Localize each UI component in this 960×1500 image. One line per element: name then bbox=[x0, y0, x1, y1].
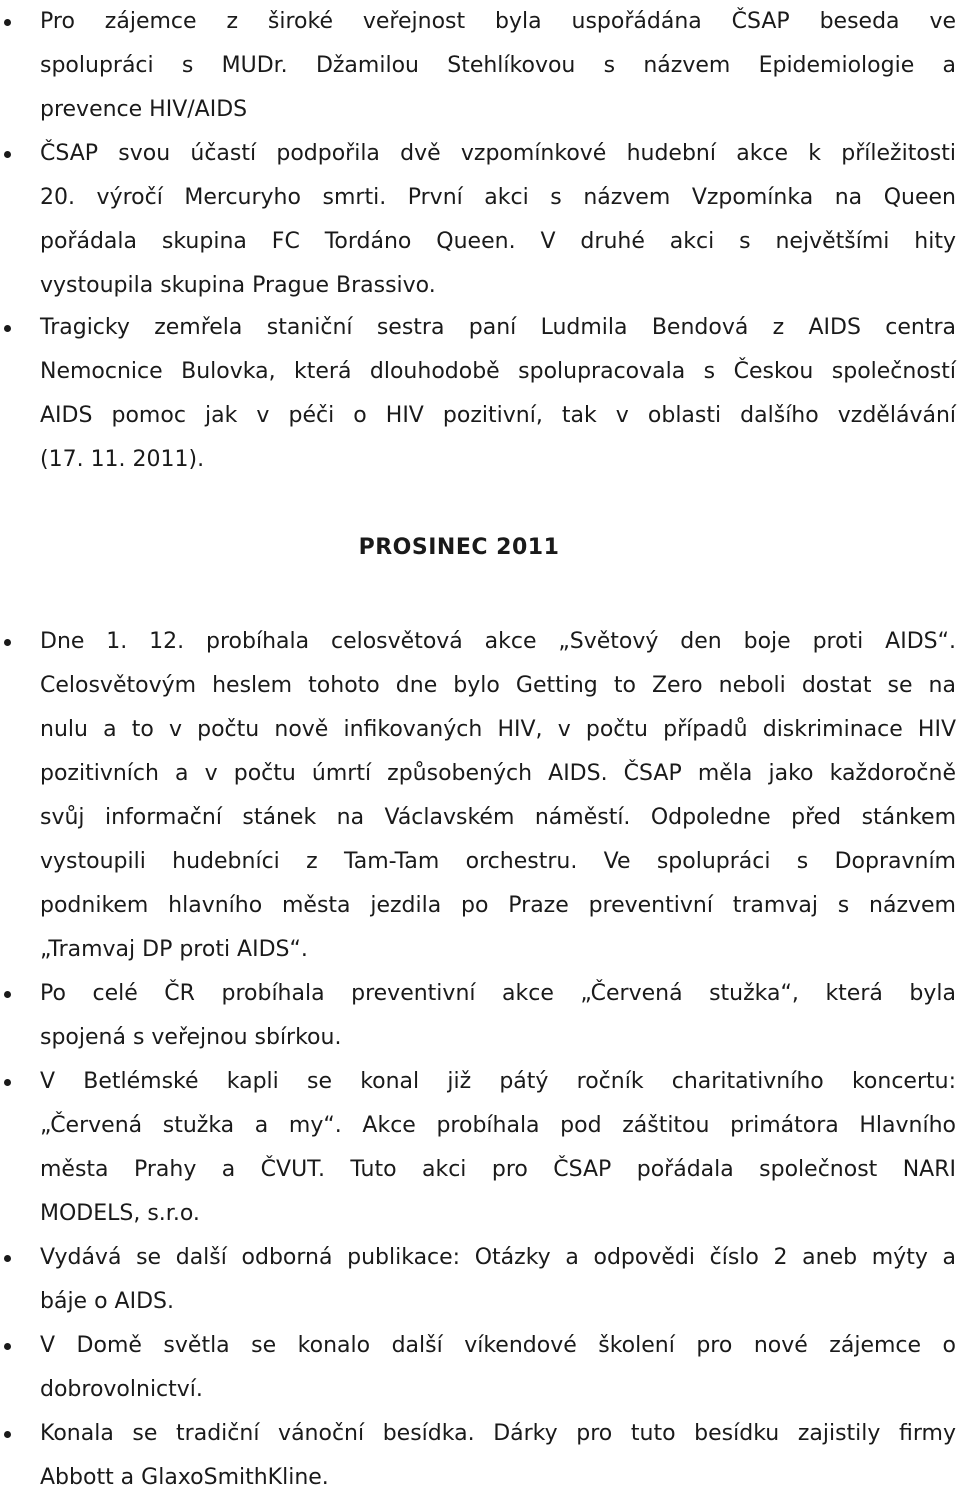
text-line: města Prahy a ČVUT. Tuto akci pro ČSAP pořádala společnost NARI bbox=[40, 1157, 956, 1182]
text-line: Celosvětovým heslem tohoto dne bylo Getting to Zero neboli dostat se na bbox=[40, 673, 956, 698]
text-line: V Domě světla se konalo další víkendové školení pro nové zájemce o bbox=[40, 1333, 956, 1358]
text-line: V Betlémské kapli se konal již pátý ročník charitativního koncertu: bbox=[40, 1069, 956, 1094]
text-line: báje o AIDS. bbox=[40, 1289, 174, 1314]
text-line: AIDS pomoc jak v péči o HIV pozitivní, tak v oblasti dalšího vzdělávání bbox=[40, 403, 956, 428]
bullet-icon bbox=[4, 325, 11, 332]
bullet-icon bbox=[4, 19, 11, 26]
text-line: pořádala skupina FC Tordáno Queen. V druhé akci s největšími hity bbox=[40, 229, 956, 254]
bullet-icon bbox=[4, 1343, 11, 1350]
text-line: „Červená stužka a my“. Akce probíhala pod záštitou primátora Hlavního bbox=[40, 1113, 956, 1138]
bullet-icon bbox=[4, 639, 11, 646]
text-line: spolupráci s MUDr. Džamilou Stehlíkovou s názvem Epidemiologie a bbox=[40, 53, 956, 78]
text-line: pozitivních a v počtu úmrtí způsobených AIDS. ČSAP měla jako každoročně bbox=[40, 761, 956, 786]
section-heading: PROSINEC 2011 bbox=[358, 535, 560, 560]
text-line: prevence HIV/AIDS bbox=[40, 97, 248, 122]
bullet-icon bbox=[4, 1255, 11, 1262]
text-line: dobrovolnictví. bbox=[40, 1377, 203, 1402]
text-line: ČSAP svou účastí podpořila dvě vzpomínkové hudební akce k příležitosti bbox=[40, 141, 956, 166]
bullet-icon bbox=[4, 991, 11, 998]
text-line: vystoupila skupina Prague Brassivo. bbox=[40, 273, 436, 298]
text-line: svůj informační stánek na Václavském náměstí. Odpoledne před stánkem bbox=[40, 805, 956, 830]
bullet-icon bbox=[4, 1079, 11, 1086]
text-line: Po celé ČR probíhala preventivní akce „Červená stužka“, která byla bbox=[40, 981, 956, 1006]
text-line: Vydává se další odborná publikace: Otázky a odpovědi číslo 2 aneb mýty a bbox=[40, 1245, 956, 1270]
text-line: Pro zájemce z široké veřejnost byla uspořádána ČSAP beseda ve bbox=[40, 9, 956, 34]
bullet-icon bbox=[4, 151, 11, 158]
text-line: Tragicky zemřela staniční sestra paní Ludmila Bendová z AIDS centra bbox=[40, 315, 956, 340]
text-line: Abbott a GlaxoSmithKline. bbox=[40, 1465, 329, 1490]
text-line: podnikem hlavního města jezdila po Praze preventivní tramvaj s názvem bbox=[40, 893, 956, 918]
text-line: Nemocnice Bulovka, která dlouhodobě spolupracovala s Českou společností bbox=[40, 359, 956, 384]
text-line: nulu a to v počtu nově infikovaných HIV, v počtu případů diskriminace HIV bbox=[40, 717, 956, 742]
text-line: 20. výročí Mercuryho smrti. První akci s názvem Vzpomínka na Queen bbox=[40, 185, 956, 210]
text-line: Dne 1. 12. probíhala celosvětová akce „Světový den boje proti AIDS“. bbox=[40, 629, 956, 654]
text-line: (17. 11. 2011). bbox=[40, 447, 205, 472]
bullet-icon bbox=[4, 1431, 11, 1438]
text-line: „Tramvaj DP proti AIDS“. bbox=[40, 937, 308, 962]
text-line: Konala se tradiční vánoční besídka. Dárky pro tuto besídku zajistily firmy bbox=[40, 1421, 956, 1446]
text-line: MODELS, s.r.o. bbox=[40, 1201, 200, 1226]
text-line: spojená s veřejnou sbírkou. bbox=[40, 1025, 342, 1050]
text-line: vystoupili hudebníci z Tam-Tam orchestru. Ve spolupráci s Dopravním bbox=[40, 849, 956, 874]
